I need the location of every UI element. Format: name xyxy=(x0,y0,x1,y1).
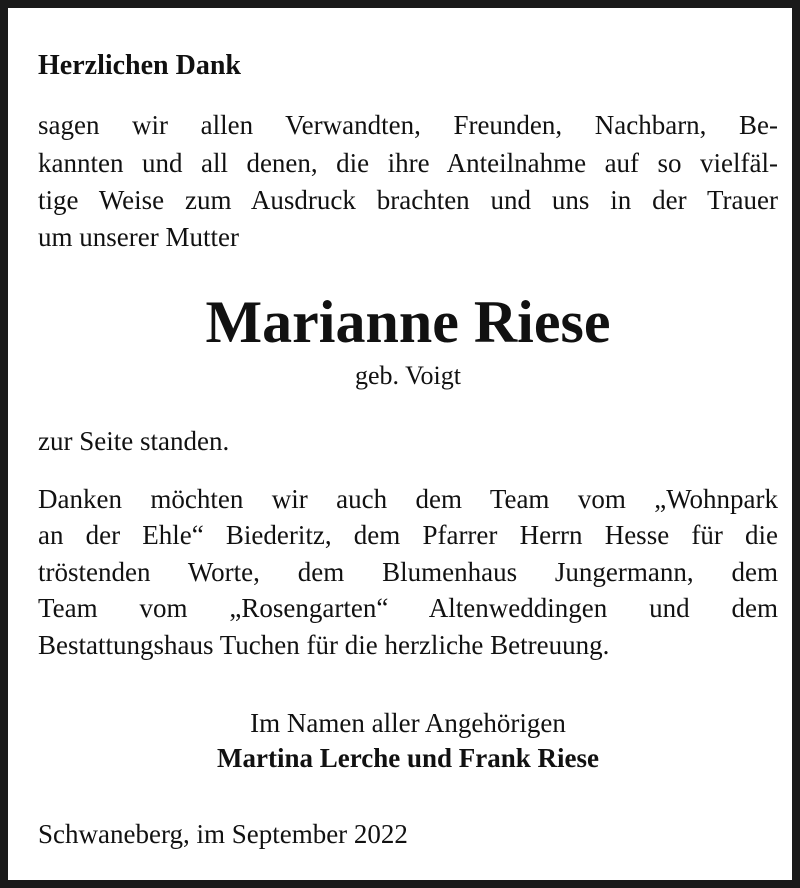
intro-line-1: sagen wir allen Verwandten, Freunden, Nachbarn, Be- xyxy=(38,110,778,140)
place-and-date: Schwaneberg, im September 2022 xyxy=(38,819,408,849)
notice-heading: Herzlichen Dank xyxy=(38,50,241,81)
signature-intro: Im Namen aller Angehörigen xyxy=(250,708,566,738)
signature-names: Martina Lerche und Frank Riese xyxy=(217,743,599,773)
intro-line-3: tige Weise zum Ausdruck brachten und uns in der Trauer xyxy=(38,185,778,215)
thanks-line-3: tröstenden Worte, dem Blumenhaus Jungermann, dem xyxy=(38,557,778,587)
thanks-line-1: Danken möchten wir auch dem Team vom „Wohnpark xyxy=(38,484,778,514)
deceased-maiden-name: geb. Voigt xyxy=(355,361,461,390)
thanks-line-4: Team vom „Rosengarten“ Altenweddingen und dem xyxy=(38,593,778,623)
thanks-line-5: Bestattungshaus Tuchen für die herzliche Betreuung. xyxy=(38,630,610,660)
intro-line-2: kannten und all denen, die ihre Anteilnahme auf so vielfäl- xyxy=(38,148,778,178)
thanks-line-2: an der Ehle“ Biederitz, dem Pfarrer Herrn Hesse für die xyxy=(38,520,778,550)
intro-line-4: um unserer Mutter xyxy=(38,222,239,252)
after-name-text: zur Seite standen. xyxy=(38,426,230,456)
deceased-name: Marianne Riese xyxy=(205,289,611,355)
